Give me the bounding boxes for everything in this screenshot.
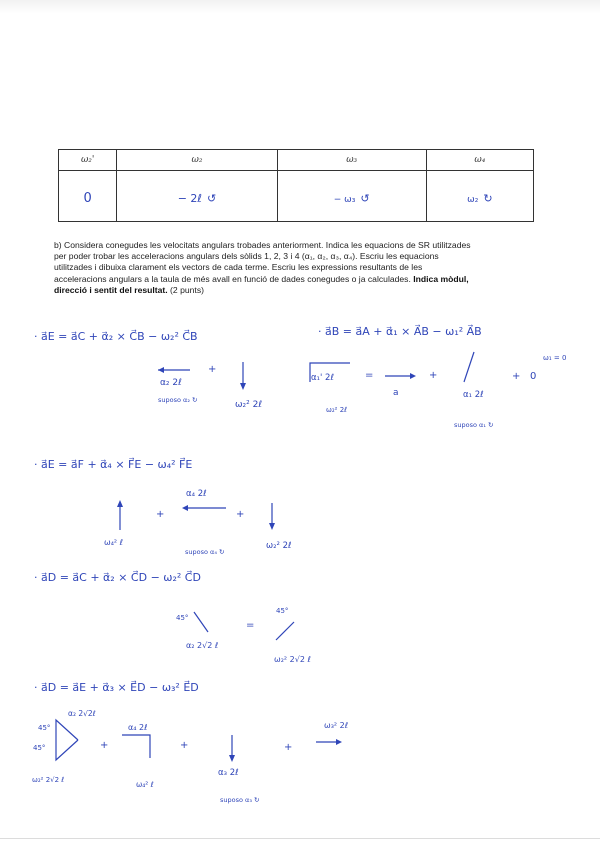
arrowhead (182, 505, 188, 511)
equation-1: · a⃗E = a⃗C + α⃗₂ × C⃗B − ω₂² C⃗B (34, 330, 198, 343)
eq1-term-1: α₂ 2ℓ (160, 378, 182, 388)
question-b-text: b) Considera conegudes les velocitats angulars trobades anteriorment. Indica les equacions de SR utilitzades per poder trobar les acceleracions angulars dels sòlids 1, 2, 3 i 4 (α₁, α₂, α₃, α₄). Escriu les equacions utilitzades i dibuixa clarament els vectors de cada terme. Escriu les expressions resultants de les acceleracions angulars a la taula de més avall en funció de dades conegudes o ja calculades. Indica mòdul, direcció i sentit del resultat. (2 punts) (54, 240, 471, 295)
value-cell: − ω₃ ↺ (277, 171, 426, 222)
scan-bottom-edge (0, 838, 600, 839)
eq2-term-0b: ω₂² 2ℓ (326, 406, 348, 414)
eq5-term-2-note: suposo α₃ ↻ (220, 796, 260, 804)
header-cell: ω₃ (277, 150, 426, 171)
equation-5: · a⃗D = a⃗E + α⃗₃ × E⃗D − ω₃² E⃗D (34, 681, 199, 694)
eq4-term-2: ω₂² 2√2 ℓ (274, 655, 311, 664)
eq2-term-2-note: suposo α₁ ↻ (454, 421, 494, 429)
equals-sign: = (365, 370, 374, 381)
plus-sign: + (236, 509, 245, 520)
eq5-angle-2: 45° (33, 744, 46, 752)
eq2-term-3: 0 (530, 371, 537, 382)
plus-sign: + (284, 742, 293, 753)
plus-sign: + (429, 370, 438, 381)
plus-sign: + (208, 364, 217, 375)
eq5-term-0-bottom: ω₂² 2√2 ℓ (32, 776, 65, 784)
eq3-term-1: α₄ 2ℓ (186, 489, 207, 499)
arrowhead (410, 373, 416, 379)
eq1-term-2: ω₂² 2ℓ (235, 400, 263, 410)
eq5-term-0-top: α₂ 2√2ℓ (68, 709, 96, 718)
equation-4: · a⃗D = a⃗C + α⃗₂ × C⃗D − ω₂² C⃗D (34, 571, 201, 584)
value-cell: ω₂ ↻ (426, 171, 533, 222)
eq2-term-2: α₁ 2ℓ (463, 390, 484, 400)
equation-2: · a⃗B = a⃗A + α⃗₁ × A⃗B − ω₁² A⃗B (318, 325, 482, 338)
arrowhead (229, 755, 235, 762)
vector-arrow (122, 735, 150, 758)
eq5-term-1: α₄ 2ℓ (128, 723, 148, 732)
plus-sign: + (180, 740, 189, 751)
eq4-term-1: α₂ 2√2 ℓ (186, 641, 219, 650)
arrowhead (117, 500, 123, 507)
eq5-term-2: α₃ 2ℓ (218, 768, 239, 778)
value-cell: − 2ℓ ↺ (117, 171, 277, 222)
eq5-term-3: ω₃² 2ℓ (324, 721, 349, 730)
eq2-term-0: α₁' 2ℓ (311, 373, 334, 383)
eq2-term-1: a (393, 388, 399, 398)
header-cell: ω₂ (117, 150, 277, 171)
plus-sign: = (246, 620, 255, 631)
plus-sign: + (512, 371, 521, 382)
plus-sign: + (156, 509, 165, 520)
eq1-term-1-note: suposo α₂ ↻ (158, 396, 198, 404)
value-cell: 0 (59, 171, 117, 222)
eq3-term-0: ω₄² ℓ (104, 538, 123, 547)
arrowhead (240, 383, 246, 390)
eq5-angle-1: 45° (38, 724, 51, 732)
header-cell: ω₄ (426, 150, 533, 171)
eq4-angle-1: 45° (176, 614, 189, 622)
header-cell: ω₂' (59, 150, 117, 171)
vector-arrow (464, 352, 474, 382)
eq5-term-1b: ω₄² ℓ (136, 780, 154, 789)
vector-arrow (194, 612, 208, 632)
vector-triangle (56, 720, 78, 760)
arrowhead (158, 367, 164, 373)
eq3-term-1-note: suposo α₄ ↻ (185, 548, 225, 556)
vector-arrow (276, 622, 294, 640)
arrowhead (336, 739, 342, 745)
eq3-term-2: ω₂² 2ℓ (266, 541, 292, 551)
arrowhead (269, 523, 275, 530)
equation-2-note: ω₁ = 0 (543, 354, 567, 362)
equation-3: · a⃗E = a⃗F + α⃗₄ × F⃗E − ω₄² F⃗E (34, 458, 193, 471)
eq4-angle-2: 45° (276, 607, 289, 615)
equals-sign: + (100, 740, 109, 751)
